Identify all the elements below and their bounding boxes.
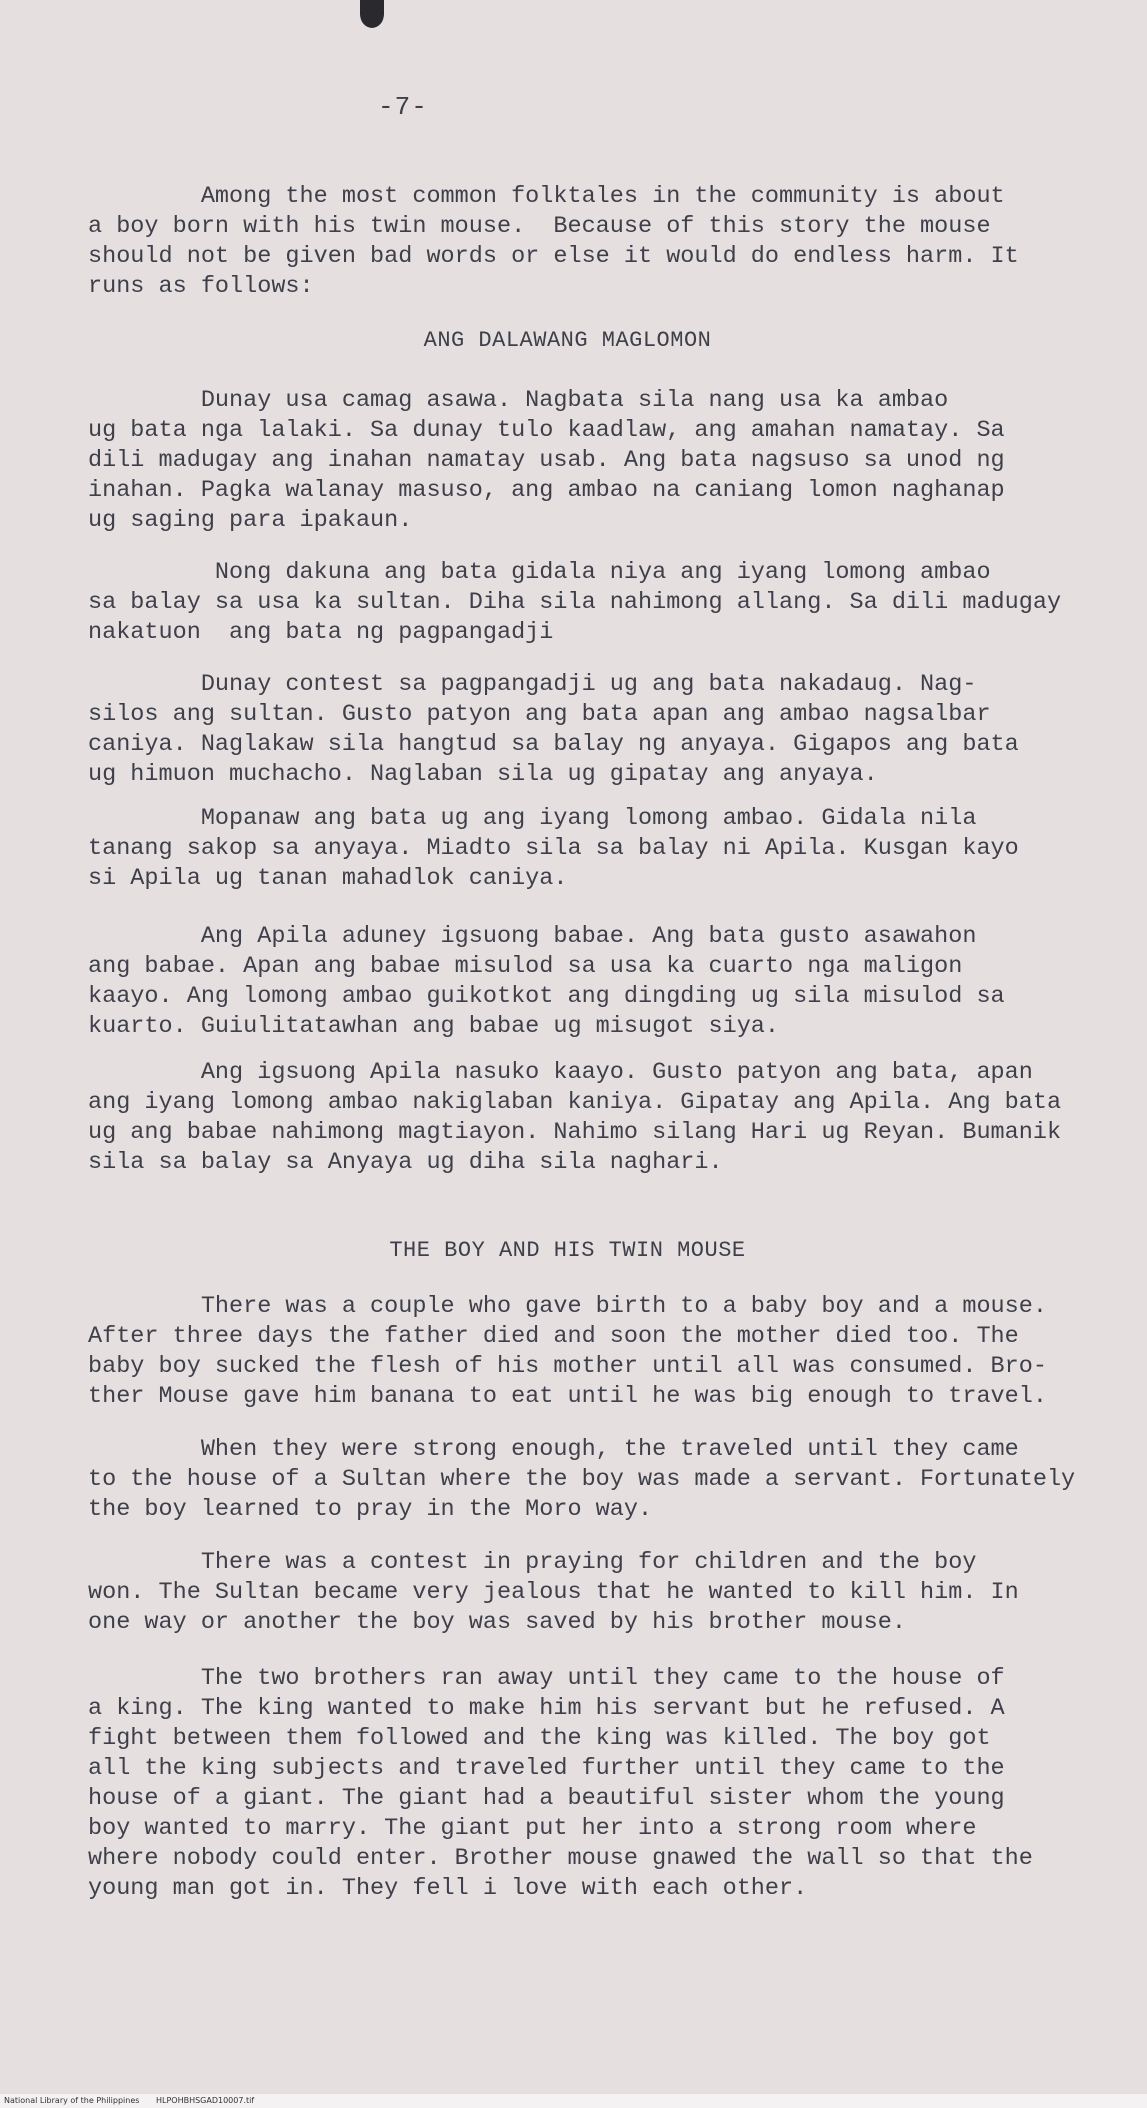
english-paragraph: The two brothers ran away until they came to the house of a king. The king wanted to make him his servant but he refused. A fight between them followed and the king was killed. The boy got all the king subjects and traveled further until they came to the house of a giant. The giant had a beautiful sister whom the young boy wanted to marry. The giant put her into a strong room where where nobody could enter. Brother mouse gnawed the wall so that the young man got in. They fell i love with each other.: [88, 1665, 1033, 1902]
scan-footer: [0, 2094, 1147, 2108]
punch-mark: [360, 0, 384, 28]
tagalog-paragraph: Dunay usa camag asawa. Nagbata sila nang usa ka ambao ug bata nga lalaki. Sa dunay tulo kaadlaw, ang amahan namatay. Sa dili madugay ang inahan namatay usab. Ang bata nagsuso sa unod ng inahan. Pagka walanay masuso, ang ambao na caniang lomon naghanap ug saging para ipakaun.: [88, 387, 1005, 534]
footer-library: National Library of the Philippines: [4, 2096, 140, 2105]
tagalog-paragraph: Nong dakuna ang bata gidala niya ang iyang lomong ambao sa balay sa usa ka sultan. Diha sila nahimong allang. Sa dili madugay nakatuon ang bata ng pagpangadji: [88, 559, 1062, 646]
intro-paragraph: Among the most common folktales in the community is about a boy born with his twin mouse. Because of this story the mouse should not be given bad words or else it would do endless harm. It runs as follows:: [88, 183, 1019, 300]
tagalog-paragraph: Dunay contest sa pagpangadji ug ang bata nakadaug. Nag- silos ang sultan. Gusto patyon ang bata apan ang ambao nagsalbar caniya. Naglakaw sila hangtud sa balay ng anyaya. Gigapos ang bata ug himuon muchacho. Naglaban sila ug gipatay ang anyaya.: [88, 671, 1019, 788]
story-title-english: THE BOY AND HIS TWIN MOUSE: [389, 1238, 746, 1263]
english-paragraph: There was a couple who gave birth to a baby boy and a mouse. After three days the father died and soon the mother died too. The baby boy sucked the flesh of his mother until all was consumed. Bro- ther Mouse gave him banana to eat until he was big enough to travel.: [88, 1293, 1047, 1410]
english-paragraph: When they were strong enough, the traveled until they came to the house of a Sultan where the boy was made a servant. Fortunately the boy learned to pray in the Moro way.: [88, 1436, 1076, 1523]
footer-file: HLPOHBHSGAD10007.tif: [155, 2096, 255, 2105]
page-number: -7-: [378, 92, 428, 122]
tagalog-paragraph: Ang igsuong Apila nasuko kaayo. Gusto patyon ang bata, apan ang iyang lomong ambao nakiglaban kaniya. Gipatay ang Apila. Ang bata ug ang babae nahimong magtiayon. Nahimo silang Hari ug Reyan. Bumanik sila sa balay sa Anyaya ug diha sila naghari.: [88, 1059, 1062, 1176]
tagalog-paragraph: Mopanaw ang bata ug ang iyang lomong ambao. Gidala nila tanang sakop sa anyaya. Miadto sila sa balay ni Apila. Kusgan kayo si Apila ug tanan mahadlok caniya.: [88, 805, 1019, 892]
tagalog-paragraph: Ang Apila aduney igsuong babae. Ang bata gusto asawahon ang babae. Apan ang babae misulod sa usa ka cuarto nga maligon kaayo. Ang lomong ambao guikotkot ang dingding ug sila misulod sa kuarto. Guiulitatawhan ang babae ug misugot siya.: [88, 923, 1005, 1040]
story-title-tagalog: ANG DALAWANG MAGLOMON: [423, 328, 712, 353]
english-paragraph: There was a contest in praying for children and the boy won. The Sultan became very jealous that he wanted to kill him. In one way or another the boy was saved by his brother mouse.: [88, 1549, 1019, 1636]
